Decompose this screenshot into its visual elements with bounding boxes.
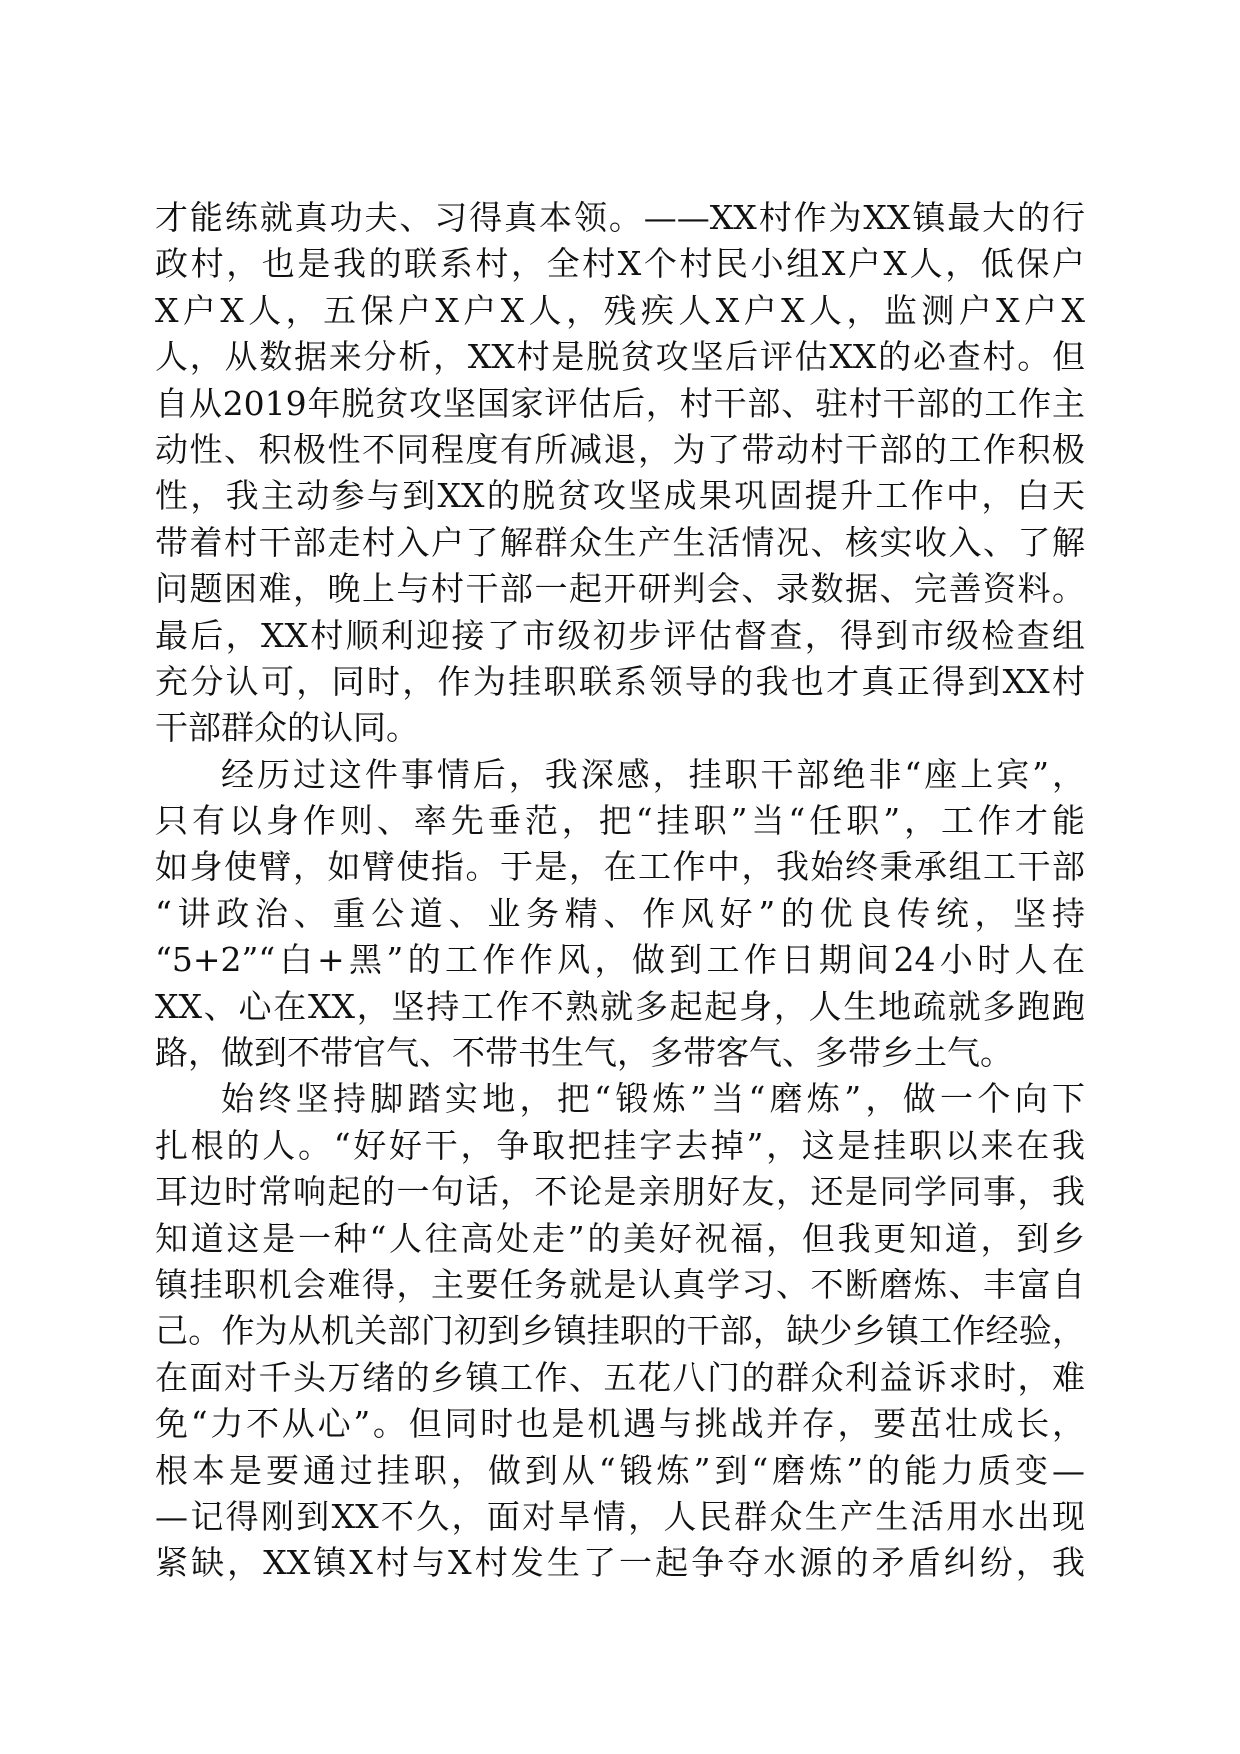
paragraph-first-line: 始终坚持脚踏实地，把“锻炼”当“磨炼”，做一个向下 (221, 1079, 1085, 1119)
text-line: —记得刚到XX不久，面对旱情，人民群众生产生活用水出现 (155, 1496, 1085, 1536)
text-line: 干部群众的认同。 (155, 708, 419, 748)
text-line: 免“力不从心”。但同时也是机遇与挑战并存，要茁壮成长， (155, 1404, 1085, 1444)
text-line: 最后，XX村顺利迎接了市级初步评估督查，得到市级检查组 (155, 615, 1085, 655)
text-line: 如身使臂，如臂使指。于是，在工作中，我始终秉承组工干部 (155, 847, 1085, 887)
text-line: 自从2019年脱贫攻坚国家评估后，村干部、驻村干部的工作主 (155, 383, 1085, 423)
text-line: 路，做到不带官气、不带书生气，多带客气、多带乡土气。 (155, 1033, 1013, 1073)
paragraph-first-line: 经历过这件事情后，我深感，挂职干部绝非“座上宾”， (221, 754, 1085, 794)
body-text (155, 195, 1085, 1587)
text-line: “5+2”“白+黑”的工作作风，做到工作日期间24小时人在 (155, 940, 1085, 980)
text-line: 人，从数据来分析，XX村是脱贫攻坚后评估XX的必查村。但 (155, 337, 1085, 377)
text-line: XX、心在XX，坚持工作不熟就多起起身，人生地疏就多跑跑 (155, 986, 1085, 1026)
text-line: 根本是要通过挂职，做到从“锻炼”到“磨炼”的能力质变— (155, 1450, 1085, 1490)
text-line: 性，我主动参与到XX的脱贫攻坚成果巩固提升工作中，白天 (155, 476, 1085, 516)
text-line: 扎根的人。“好好干，争取把挂字去掉”，这是挂职以来在我 (155, 1125, 1085, 1165)
text-line: “讲政治、重公道、业务精、作风好”的优良传统，坚持 (155, 893, 1085, 933)
text-line: 镇挂职机会难得，主要任务就是认真学习、不断磨炼、丰富自 (155, 1264, 1085, 1304)
text-line: 才能练就真功夫、习得真本领。——XX村作为XX镇最大的行 (155, 198, 1085, 237)
text-line: 紧缺，XX镇X村与X村发生了一起争夺水源的矛盾纠纷，我 (155, 1543, 1085, 1583)
text-line: 知道这是一种“人往高处走”的美好祝福，但我更知道，到乡 (155, 1218, 1085, 1258)
text-line: 充分认可，同时，作为挂职联系领导的我也才真正得到XX村 (155, 661, 1085, 701)
text-line: 己。作为从机关部门初到乡镇挂职的干部，缺少乡镇工作经验， (155, 1311, 1085, 1351)
text-line: 只有以身作则、率先垂范，把“挂职”当“任职”，工作才能 (155, 801, 1085, 841)
text-line: 问题困难，晚上与村干部一起开研判会、录数据、完善资料。 (155, 569, 1085, 609)
text-line: 政村，也是我的联系村，全村X个村民小组X户X人，低保户 (155, 244, 1085, 284)
text-line: 带着村干部走村入户了解群众生产生活情况、核实收入、了解 (155, 522, 1085, 562)
text-line: 在面对千头万绪的乡镇工作、五花八门的群众利益诉求时，难 (155, 1357, 1085, 1397)
text-line: 耳边时常响起的一句话，不论是亲朋好友，还是同学同事，我 (155, 1172, 1085, 1212)
text-line: X户X人，五保户X户X人，残疾人X户X人，监测户X户X (155, 290, 1085, 330)
text-line: 动性、积极性不同程度有所减退，为了带动村干部的工作积极 (155, 429, 1085, 469)
